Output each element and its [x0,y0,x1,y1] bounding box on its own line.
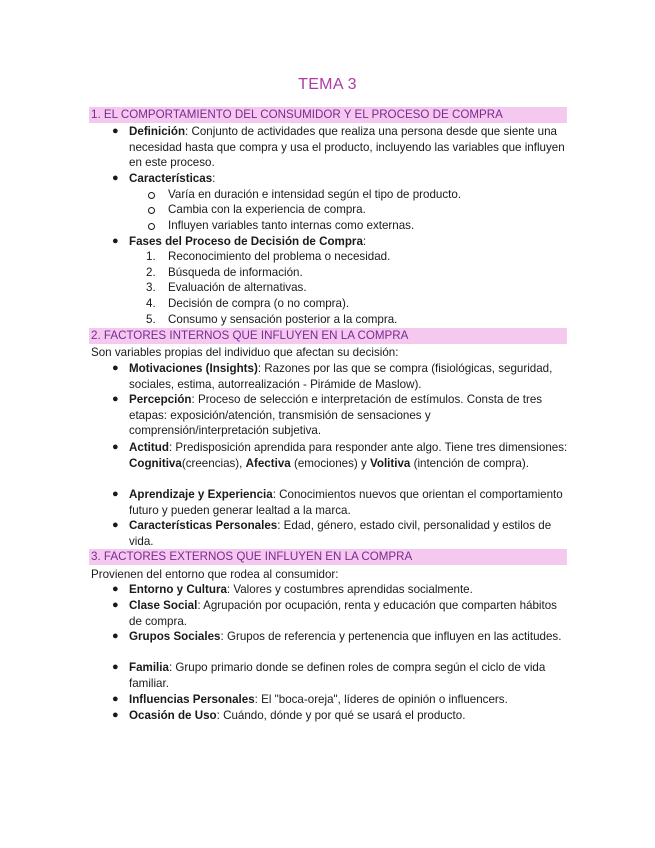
step-number: 3. [146,281,156,294]
item-term: Familia [129,661,169,674]
item-text: : Edad, género, estado civil, personalidad y estilos de vida. [129,519,552,548]
list-item-clase-social [112,598,569,629]
step-number: 1. [146,250,156,263]
list-item-actitud [112,440,569,471]
circle-bullet-icon [148,223,155,230]
item-text: : Predisposición aprendida para responder ante algo. Tiene tres dimensiones: [168,441,568,454]
step-text: Consumo y sensación posterior a la compra. [168,313,398,326]
item-term: Entorno y Cultura [129,583,227,596]
list-item-caracteristicas-personales [112,518,569,549]
item-term: Percepción [129,393,192,406]
item-text: : Valores y costumbres aprendidas socialmente. [226,583,473,596]
sub-item-text: Varía en duración e intensidad según el tipo de producto. [168,188,462,201]
item-text: : Proceso de selección e interpretación de estímulos. Consta de tres etapas: exposición/atención, transmisión de sensaciones y comprensión/interpretación subjetiva. [129,393,543,438]
item-term: Motivaciones (Insights) [129,362,258,375]
item-text: : Agrupación por ocupación, renta y educación que comparten hábitos de compra. [129,599,557,628]
item-text: : [212,172,216,185]
item-term: Características [129,172,213,185]
bullet-icon: ● [112,362,119,374]
sub-item-text: Cambia con la experiencia de compra. [168,203,366,216]
step-number: 4. [146,297,156,310]
section-heading-1: 1. EL COMPORTAMIENTO DEL CONSUMIDOR Y EL PROCESO DE COMPRA [89,107,567,123]
item-text: : [362,235,367,248]
list-item-percepcion [112,392,569,439]
item-text: : Conocimientos nuevos que orientan el comportamiento futuro y pueden generar lealtad a la marca. [129,488,563,517]
item-term: Características Personales [129,519,278,532]
bullet-icon: ● [112,519,119,531]
bullet-icon: ● [112,393,119,405]
item-term: Actitud [129,441,169,454]
item-text: : Grupo primario donde se definen roles de compra según el ciclo de vida familiar. [129,661,546,690]
circle-bullet-icon [148,192,155,199]
bullet-icon: ● [112,599,119,611]
sub-list-item [168,187,568,203]
dimension-text: (emociones) y [290,456,370,470]
dimension-term: Afectiva [245,456,291,470]
section-intro: Son variables propias del individuo que afectan su decisión: [91,346,399,359]
item-text: : Grupos de referencia y pertenencia que influyen en las actitudes. [220,630,562,643]
bullet-icon: ● [112,693,119,705]
list-item-grupos-sociales [112,629,569,645]
item-text: : Conjunto de actividades que realiza una persona desde que siente una necesidad hasta que compra y usa el producto, incluyendo las variables que influyen en este proceso. [129,125,565,170]
sub-list-item [168,202,568,218]
numbered-step [146,312,568,328]
list-item-motivaciones [112,361,569,392]
section-heading-3: 3. FACTORES EXTERNOS QUE INFLUYEN EN LA COMPRA [89,549,567,565]
step-text: Reconocimiento del problema o necesidad. [168,250,391,263]
numbered-step [146,249,568,265]
list-item-familia [112,660,569,691]
section-intro: Provienen del entorno que rodea al consumidor: [91,568,339,581]
numbered-step [146,296,568,312]
step-text: Evaluación de alternativas. [168,281,307,294]
dimension-text: (intención de compra). [410,456,529,470]
numbered-step [146,280,568,296]
item-term: Clase Social [129,599,198,612]
page-title: TEMA 3 [298,76,357,93]
item-text: : Cuándo, dónde y por qué se usará el producto. [216,709,466,722]
list-item-entorno-cultura [112,582,569,598]
dimension-text: (creencias), [181,456,246,470]
bullet-icon: ● [112,235,119,247]
list-item-definicion [112,124,569,171]
step-text: Decisión de compra (o no compra). [168,297,350,310]
item-text: : Razones por las que se compra (fisiológicas, seguridad, sociales, estima, autorrealización - Pirámide de Maslow). [129,362,553,391]
bullet-icon: ● [112,125,119,137]
section-heading-2: 2. FACTORES INTERNOS QUE INFLUYEN EN LA COMPRA [89,328,567,344]
bullet-icon: ● [112,630,119,642]
sub-item-text: Influyen variables tanto internas como externas. [168,219,415,232]
list-item-caracteristicas [112,171,569,187]
item-term: Definición [129,125,186,138]
bullet-icon: ● [112,441,119,453]
item-text: : El "boca-oreja", líderes de opinión o influencers. [254,693,508,706]
numbered-step [146,265,568,281]
item-term: Fases del Proceso de Decisión de Compra [129,235,363,248]
dimension-term: Volitiva [369,456,411,470]
sub-list-item [168,218,568,234]
item-term: Grupos Sociales [129,630,221,643]
bullet-icon: ● [112,709,119,721]
step-number: 5. [146,313,156,326]
list-item-fases [112,234,569,250]
dimension-term: Cognitiva [129,456,182,470]
bullet-icon: ● [112,488,119,500]
list-item-influencias-personales [112,692,569,708]
item-term: Ocasión de Uso [129,709,217,722]
circle-bullet-icon [148,207,155,214]
bullet-icon: ● [112,583,119,595]
list-item-ocasion-uso [112,708,569,724]
step-number: 2. [146,266,156,279]
step-text: Búsqueda de información. [168,266,303,279]
bullet-icon: ● [112,661,119,673]
item-term: Influencias Personales [129,693,255,706]
bullet-icon: ● [112,172,119,184]
item-term: Aprendizaje y Experiencia [129,488,273,501]
list-item-aprendizaje [112,487,569,518]
